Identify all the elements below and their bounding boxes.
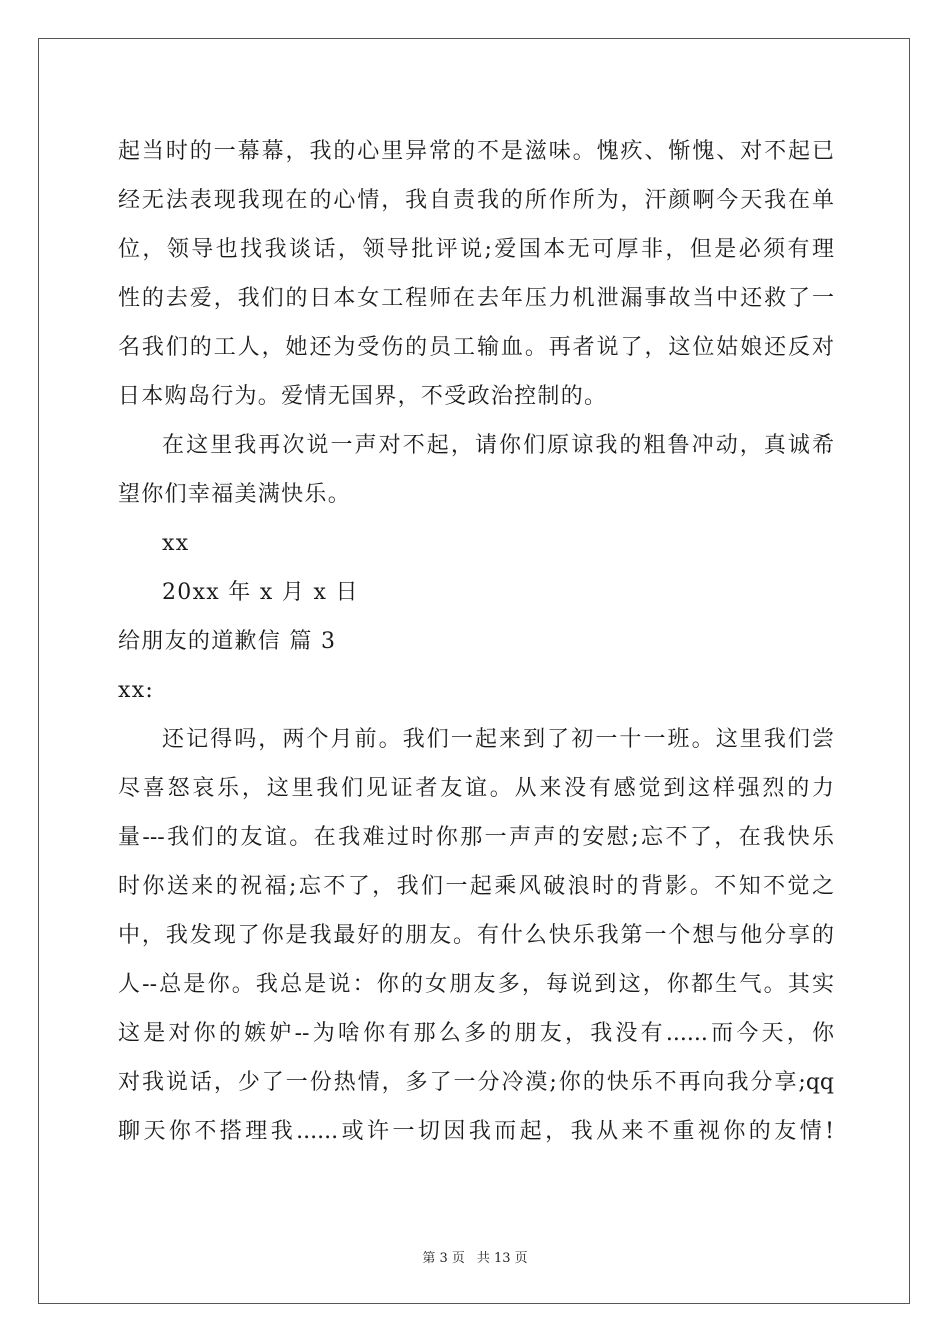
text-line: 位，领导也找我谈话，领导批评说;爱国本无可厚非，但是必须有理 [118,237,834,262]
page-total: 共 13 页 [476,1251,528,1266]
text-line: 名我们的工人，她还为受伤的员工输血。再者说了，这位姑娘还反对 [118,335,834,360]
salutation: xx: [118,678,155,703]
text-line: 在这里我再次说一声对不起，请你们原谅我的粗鲁冲动，真诚希 [162,433,834,458]
page-number: 第 3 页 [422,1251,465,1266]
document-body [118,127,834,1156]
text-line: 人--总是你。我总是说：你的女朋友多，每说到这，你都生气。其实 [118,972,834,997]
text-line: 起当时的一幕幕，我的心里异常的不是滋味。愧疚、惭愧、对不起已 [118,139,834,164]
text-line: 中，我发现了你是我最好的朋友。有什么快乐我第一个想与他分享的 [118,923,834,948]
text-line: 聊天你不搭理我......或许一切因我而起，我从来不重视你的友情! [118,1119,834,1144]
text-line: 对我说话，少了一份热情，多了一分冷漠;你的快乐不再向我分享;qq [118,1070,834,1095]
text-line: 尽喜怒哀乐，这里我们见证者友谊。从来没有感觉到这样强烈的力 [118,776,834,801]
text-line: 这是对你的嫉妒--为啥你有那么多的朋友，我没有......而今天，你 [118,1021,834,1046]
text-line: 经无法表现我现在的心情，我自责我的所作所为，汗颜啊今天我在单 [118,188,834,213]
page-footer [0,1247,950,1266]
text-line: 性的去爱，我们的日本女工程师在去年压力机泄漏事故当中还救了一 [118,286,834,311]
section-heading: 给朋友的道歉信 篇 3 [118,629,337,654]
text-line: 望你们幸福美满快乐。 [118,482,352,507]
text-line: 日本购岛行为。爱情无国界，不受政治控制的。 [118,384,608,409]
text-line: 量---我们的友谊。在我难过时你那一声声的安慰;忘不了，在我快乐 [118,825,834,850]
text-line: 时你送来的祝福;忘不了，我们一起乘风破浪时的背影。不知不觉之 [118,874,834,899]
text-line: 还记得吗，两个月前。我们一起来到了初一十一班。这里我们尝 [162,727,834,752]
signature-date: 20xx 年 x 月 x 日 [162,580,359,605]
signature-name: xx [162,531,190,556]
